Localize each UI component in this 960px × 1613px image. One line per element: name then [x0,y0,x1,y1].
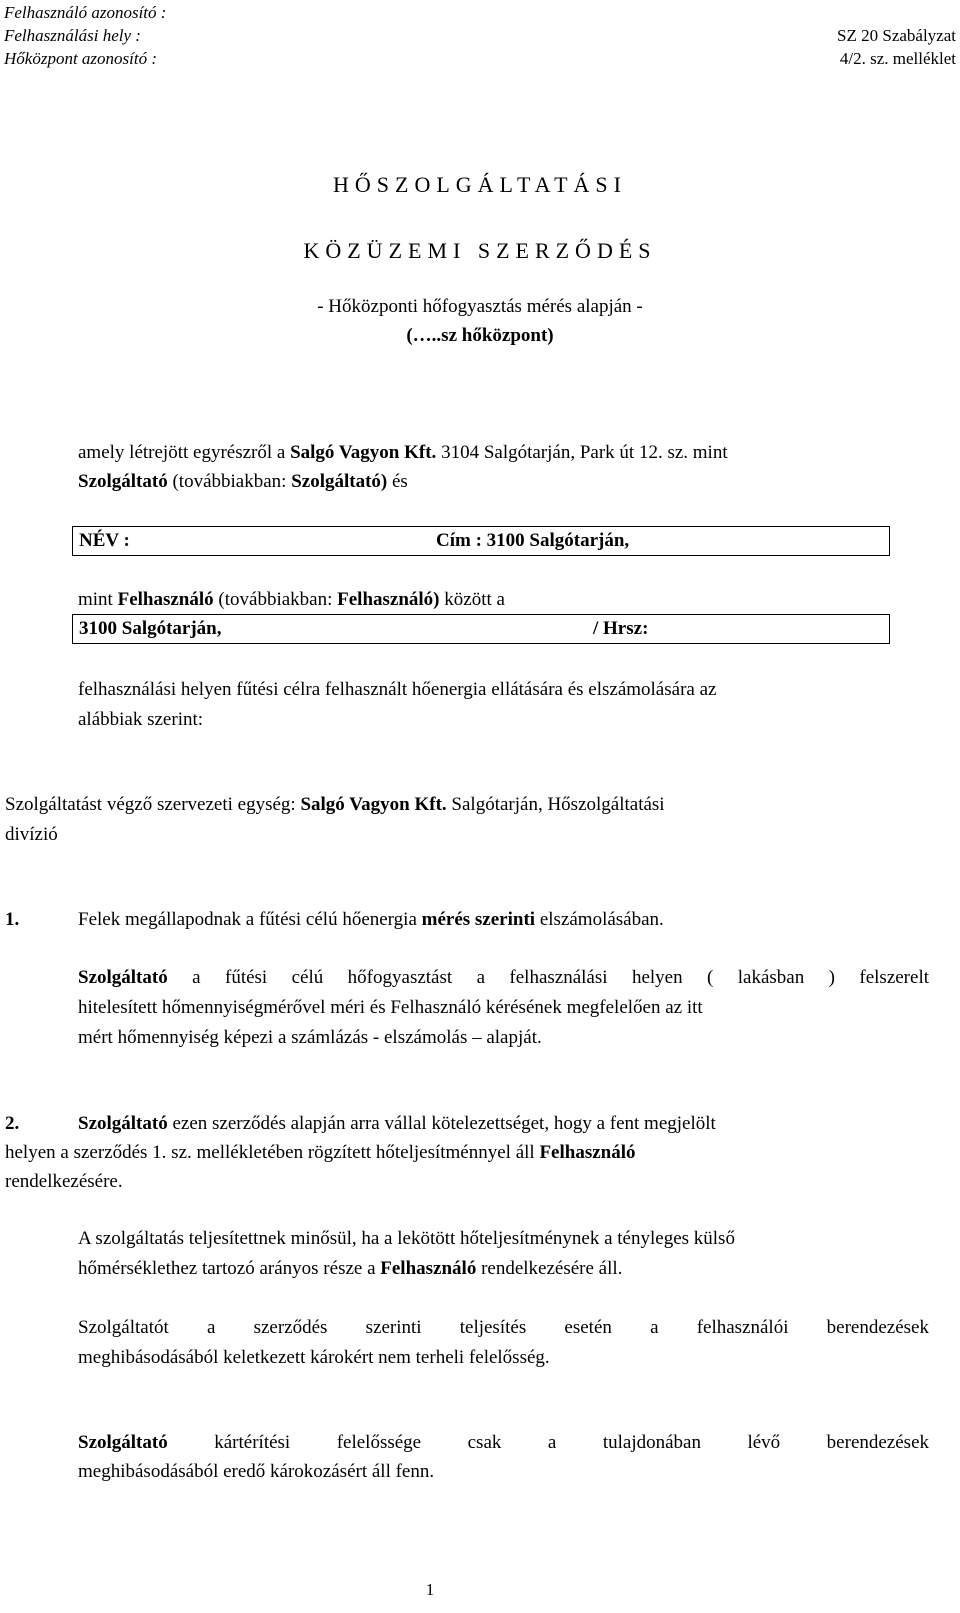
section-2-p4-line2: meghibásodásából eredő károkozásért áll fenn. [78,1461,435,1482]
section-1-para-line3: mért hőmennyiség képezi a számlázás - elszámolás – alapját. [78,1027,542,1048]
section-2-p3-line2: meghibásodásából keletkezett károkért nem terheli felelősség. [78,1347,550,1368]
section-2-line1 [78,1112,716,1136]
unit-division: Salgótarján, Hőszolgáltatási [451,794,665,815]
section-2-p4-l1: kártérítési felelőssége csak a tulajdonában lévő berendezések [214,1432,930,1453]
section-2-l2b: Felhasználó [539,1142,636,1163]
page-number: 1 [425,1580,435,1599]
customer-role: Felhasználó [117,589,214,610]
intro-line2 [78,470,408,494]
section-1-text: Felek megállapodnak a fűtési célú hőenergia [78,909,417,930]
section-1-para-role: Szolgáltató [78,967,168,988]
unit-company: Salgó Vagyon Kft. [300,794,447,815]
customer-role-note: (továbbiakban: [218,589,333,610]
provider-role-abbr: Szolgáltató) [291,471,388,492]
lot-number-label: / Hrsz: [593,618,649,639]
unit-line1 [5,793,665,817]
customer-name-address-box [72,526,890,556]
section-1-para-line2: hitelesített hőmennyiségmérővel méri és Felhasználó kérésének megfelelően az itt [78,997,703,1018]
section-2-p2-l2a: hőmérséklethez tartozó arányos része a [78,1258,376,1279]
provider-role-note: (továbbiakban: [172,471,287,492]
section-2-p2-line1: A szolgáltatás teljesítettnek minősül, ha a lekötött hőteljesítménynek a tényleges külső [78,1228,735,1249]
section-1-bold: mérés szerinti [421,909,536,930]
section-1-para-l1: a fűtési célú hőfogyasztást a felhasználási helyen ( lakásban ) felszerelt [192,967,930,988]
section-2-l2a: helyen a szerződés 1. sz. mellékletében rögzített hőteljesítménnyel áll [5,1142,535,1163]
section-2-role: Szolgáltató [78,1113,168,1134]
customer-role-line [78,588,505,612]
section-1-end: elszámolásában. [539,909,664,930]
user-id-label: Felhasználó azonosító : [4,3,167,22]
provider-role: Szolgáltató [78,471,168,492]
section-2-p2-l2c: rendelkezésére áll. [481,1258,623,1279]
intro-line1 [78,441,929,465]
section-2-p2-line2 [78,1257,622,1281]
user-place-label: Felhasználási hely : [4,26,141,45]
section-2-p4-role: Szolgáltató [78,1432,168,1453]
section-2-number: 2. [5,1113,20,1134]
provider-address: 3104 Salgótarján, Park út 12. sz. mint [441,442,728,463]
regulation-ref: SZ 20 Szabályzat [837,26,956,45]
document-subtitle: - Hőközponti hőfogyasztás mérés alapján - [317,296,643,317]
customer-role-pre: mint [78,589,113,610]
section-2-line2 [5,1141,636,1165]
place-lot-box [72,614,890,644]
unit-line2: divízió [5,824,58,845]
purpose-line2: alábbiak szerint: [78,709,204,730]
section-1-para-line1 [78,966,929,990]
customer-address-label: Cím : 3100 Salgótarján, [436,530,630,551]
section-1-heading [78,908,664,932]
annex-ref: 4/2. sz. melléklet [839,49,956,68]
customer-name-label: NÉV : [79,530,130,551]
section-1-number: 1. [5,909,20,930]
purpose-line1: felhasználási helyen fűtési célra felhasznált hőenergia ellátására és elszámolására az [78,679,717,700]
provider-company: Salgó Vagyon Kft. [290,442,437,463]
place-city: 3100 Salgótarján, [79,618,222,639]
unit-label: Szolgáltatást végző szervezeti egység: [5,794,296,815]
heat-center-name: (…..sz hőközpont) [406,325,554,346]
center-id-label: Hőközpont azonosító : [4,49,157,68]
section-2-l1: ezen szerződés alapján arra vállal kötelezettséget, hogy a fent megjelölt [172,1113,716,1134]
section-2-p3-line1: Szolgáltatót a szerződés szerinti teljesítés esetén a felhasználói berendezések [78,1317,929,1338]
customer-role-abbr: Felhasználó) [337,589,440,610]
section-2-p4-line1 [78,1431,929,1455]
document-title-line1: HŐSZOLGÁLTATÁSI [333,172,627,197]
customer-role-post: között a [444,589,505,610]
and-word: és [391,471,408,492]
document-title-line2: KÖZÜZEMI SZERZŐDÉS [303,238,657,263]
section-2-line3: rendelkezésére. [5,1171,123,1192]
intro-text: amely létrejött egyrészről a [78,442,286,463]
section-2-p2-l2b: Felhasználó [380,1258,477,1279]
